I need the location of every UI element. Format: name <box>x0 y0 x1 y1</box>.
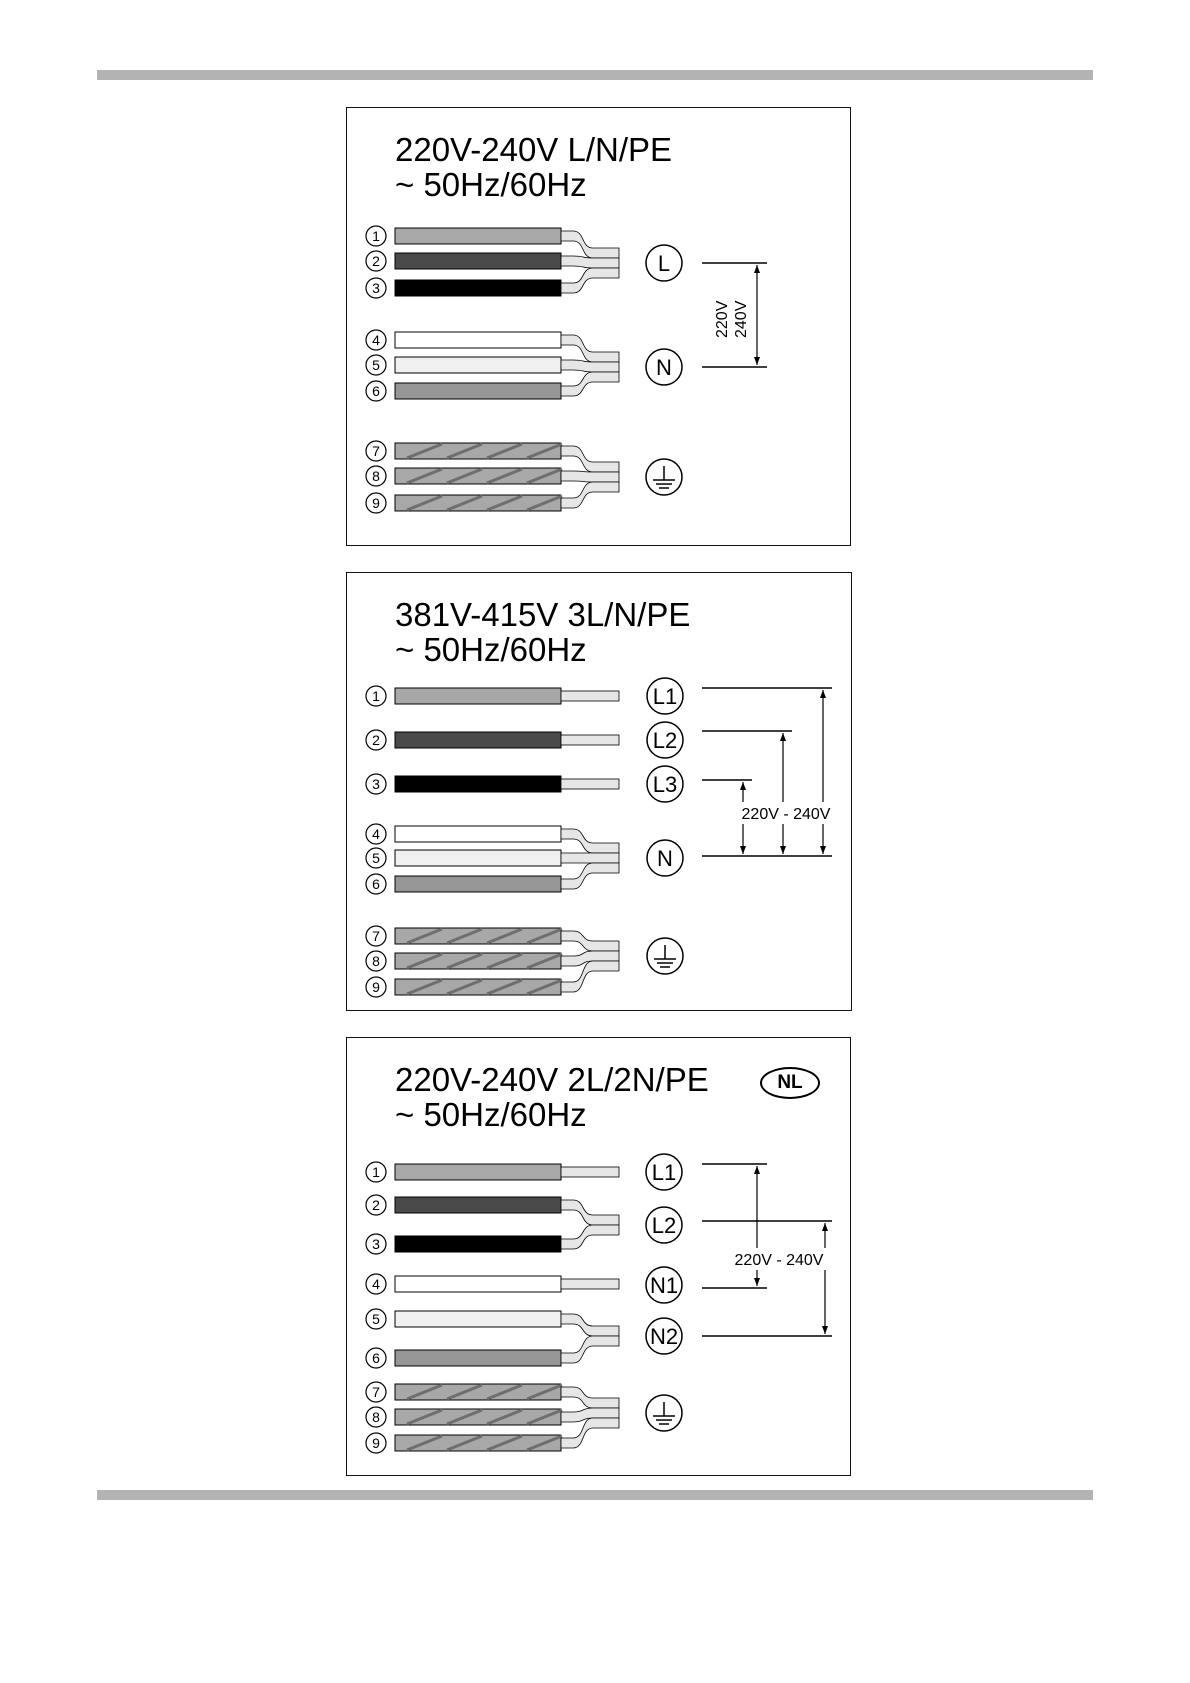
wire-6 <box>395 383 561 399</box>
wire-2 <box>395 732 561 748</box>
wire-number-label: 4 <box>372 826 380 842</box>
wire-number-label: 7 <box>372 443 380 459</box>
wire-number-3 <box>366 278 386 298</box>
wire-3 <box>395 1236 561 1252</box>
merged-wire-tail <box>561 829 619 889</box>
wire-number-label: 2 <box>372 732 380 748</box>
bottom-rule <box>97 1490 1093 1500</box>
merged-wire-tail <box>561 1314 619 1363</box>
wire-6 <box>395 876 561 892</box>
wire-2 <box>395 253 561 269</box>
wire-number-label: 2 <box>372 253 380 269</box>
terminal-n1 <box>646 1267 682 1303</box>
wire-9 <box>395 495 562 511</box>
wire-number-label: 7 <box>372 928 380 944</box>
wire-tail <box>561 1167 619 1177</box>
wire-number-label: 1 <box>372 228 380 244</box>
terminal-label: L2 <box>651 1213 677 1238</box>
panel-frequency: ~ 50Hz/60Hz <box>395 1096 587 1133</box>
country-badge-nl: NL <box>760 1067 820 1099</box>
wire-number-label: 3 <box>372 280 380 296</box>
wire-number-5 <box>366 848 386 868</box>
terminal-label: L1 <box>652 684 678 709</box>
wire-tail <box>561 1279 619 1289</box>
wire-6 <box>395 1350 561 1366</box>
panel-title: 220V-240V L/N/PE <box>395 131 673 168</box>
wire-number-4 <box>366 824 386 844</box>
merged-wire-tail <box>561 1200 619 1249</box>
wire-tail <box>561 735 619 745</box>
wire-number-8 <box>366 951 386 971</box>
panel-title: 220V-240V 2L/2N/PE <box>395 1061 709 1098</box>
wire-7 <box>395 1384 562 1400</box>
terminal-label: L1 <box>651 1160 677 1185</box>
wire-number-8 <box>366 1407 386 1427</box>
wire-5 <box>395 850 561 866</box>
panel-frequency: ~ 50Hz/60Hz <box>395 166 587 203</box>
wire-8 <box>395 1409 562 1425</box>
wire-number-3 <box>366 774 386 794</box>
terminal-label: L <box>657 251 671 276</box>
wire-number-9 <box>366 493 386 513</box>
wire-number-9 <box>366 1433 386 1453</box>
wire-number-label: 5 <box>372 1311 380 1327</box>
wire-1 <box>395 228 561 244</box>
wire-number-9 <box>366 977 386 997</box>
wiring-panel-three-phase <box>346 572 852 1011</box>
top-rule <box>97 70 1093 80</box>
wire-number-label: 8 <box>372 1409 380 1425</box>
wire-number-label: 9 <box>372 979 380 995</box>
wire-number-5 <box>366 1309 386 1329</box>
merged-wire-tail <box>561 931 619 992</box>
merged-wire-tail <box>561 231 619 293</box>
earth-ground-icon <box>647 938 683 974</box>
terminal-label: N <box>657 846 673 871</box>
wire-number-1 <box>366 226 386 246</box>
voltage-dimension <box>702 263 767 367</box>
wiring-diagram <box>347 1038 852 1477</box>
wire-number-label: 6 <box>372 383 380 399</box>
wire-number-label: 1 <box>372 1164 380 1180</box>
wire-number-label: 9 <box>372 495 380 511</box>
earth-ground-icon <box>646 459 682 495</box>
wire-number-label: 2 <box>372 1197 380 1213</box>
wire-3 <box>395 776 561 792</box>
wire-1 <box>395 1164 561 1180</box>
terminal-l3 <box>647 766 683 802</box>
wire-number-label: 3 <box>372 1236 380 1252</box>
wire-number-6 <box>366 1348 386 1368</box>
wire-number-8 <box>366 466 386 486</box>
merged-wire-tail <box>561 446 619 508</box>
wiring-diagram <box>347 573 853 1012</box>
terminal-l2 <box>646 1207 682 1243</box>
wire-number-1 <box>366 1162 386 1182</box>
wire-8 <box>395 468 562 484</box>
terminal-label: L3 <box>652 772 678 797</box>
wire-9 <box>395 1435 562 1451</box>
wire-9 <box>395 979 562 995</box>
wire-number-2 <box>366 730 386 750</box>
wire-number-4 <box>366 330 386 350</box>
wire-8 <box>395 953 562 969</box>
voltage-dimension <box>702 688 842 856</box>
wire-5 <box>395 1311 561 1327</box>
wire-number-label: 5 <box>372 357 380 373</box>
terminal-n2 <box>646 1318 682 1354</box>
wiring-diagram <box>347 108 852 547</box>
wire-number-label: 1 <box>372 688 380 704</box>
voltage-label-2: 240V <box>733 300 750 338</box>
wire-number-2 <box>366 251 386 271</box>
wire-number-3 <box>366 1234 386 1254</box>
wire-number-label: 8 <box>372 468 380 484</box>
wire-4 <box>395 332 561 348</box>
wire-number-label: 5 <box>372 850 380 866</box>
wire-number-5 <box>366 355 386 375</box>
wire-7 <box>395 928 562 944</box>
wire-number-label: 6 <box>372 1350 380 1366</box>
wire-number-label: 4 <box>372 332 380 348</box>
voltage-label: 220V - 240V <box>741 806 831 823</box>
wire-2 <box>395 1197 561 1213</box>
voltage-label: 220V - 240V <box>734 1252 824 1269</box>
wire-7 <box>395 443 562 459</box>
terminal-label: L2 <box>652 728 678 753</box>
merged-wire-tail <box>561 1387 619 1448</box>
wire-number-label: 6 <box>372 876 380 892</box>
wire-number-7 <box>366 441 386 461</box>
terminal-label: N <box>656 355 672 380</box>
voltage-label-1: 220V <box>714 300 731 338</box>
wire-1 <box>395 688 561 704</box>
wire-number-label: 8 <box>372 953 380 969</box>
merged-wire-tail <box>561 335 619 396</box>
wire-3 <box>395 280 561 296</box>
wire-tail <box>561 691 619 701</box>
wire-number-1 <box>366 686 386 706</box>
wire-number-7 <box>366 1382 386 1402</box>
wire-number-2 <box>366 1195 386 1215</box>
voltage-dimension <box>702 1164 837 1336</box>
terminal-l <box>646 245 682 281</box>
wire-4 <box>395 826 561 842</box>
terminal-l2 <box>647 722 683 758</box>
wire-number-label: 9 <box>372 1435 380 1451</box>
wire-number-label: 3 <box>372 776 380 792</box>
panel-frequency: ~ 50Hz/60Hz <box>395 631 587 668</box>
terminal-n <box>646 349 682 385</box>
terminal-l1 <box>646 1154 682 1190</box>
wiring-panel-single-phase <box>346 107 851 546</box>
wire-tail <box>561 779 619 789</box>
wire-number-6 <box>366 381 386 401</box>
wire-number-4 <box>366 1274 386 1294</box>
wiring-panel-two-phase-nl <box>346 1037 851 1476</box>
terminal-label: N1 <box>649 1273 679 1298</box>
wire-4 <box>395 1276 561 1292</box>
panel-title: 381V-415V 3L/N/PE <box>395 596 691 633</box>
wire-number-label: 7 <box>372 1384 380 1400</box>
terminal-n <box>647 840 683 876</box>
earth-ground-icon <box>646 1395 682 1431</box>
terminal-l1 <box>647 678 683 714</box>
wire-number-label: 4 <box>372 1276 380 1292</box>
wire-5 <box>395 357 561 373</box>
wire-number-7 <box>366 926 386 946</box>
wire-number-6 <box>366 874 386 894</box>
terminal-label: N2 <box>649 1324 679 1349</box>
